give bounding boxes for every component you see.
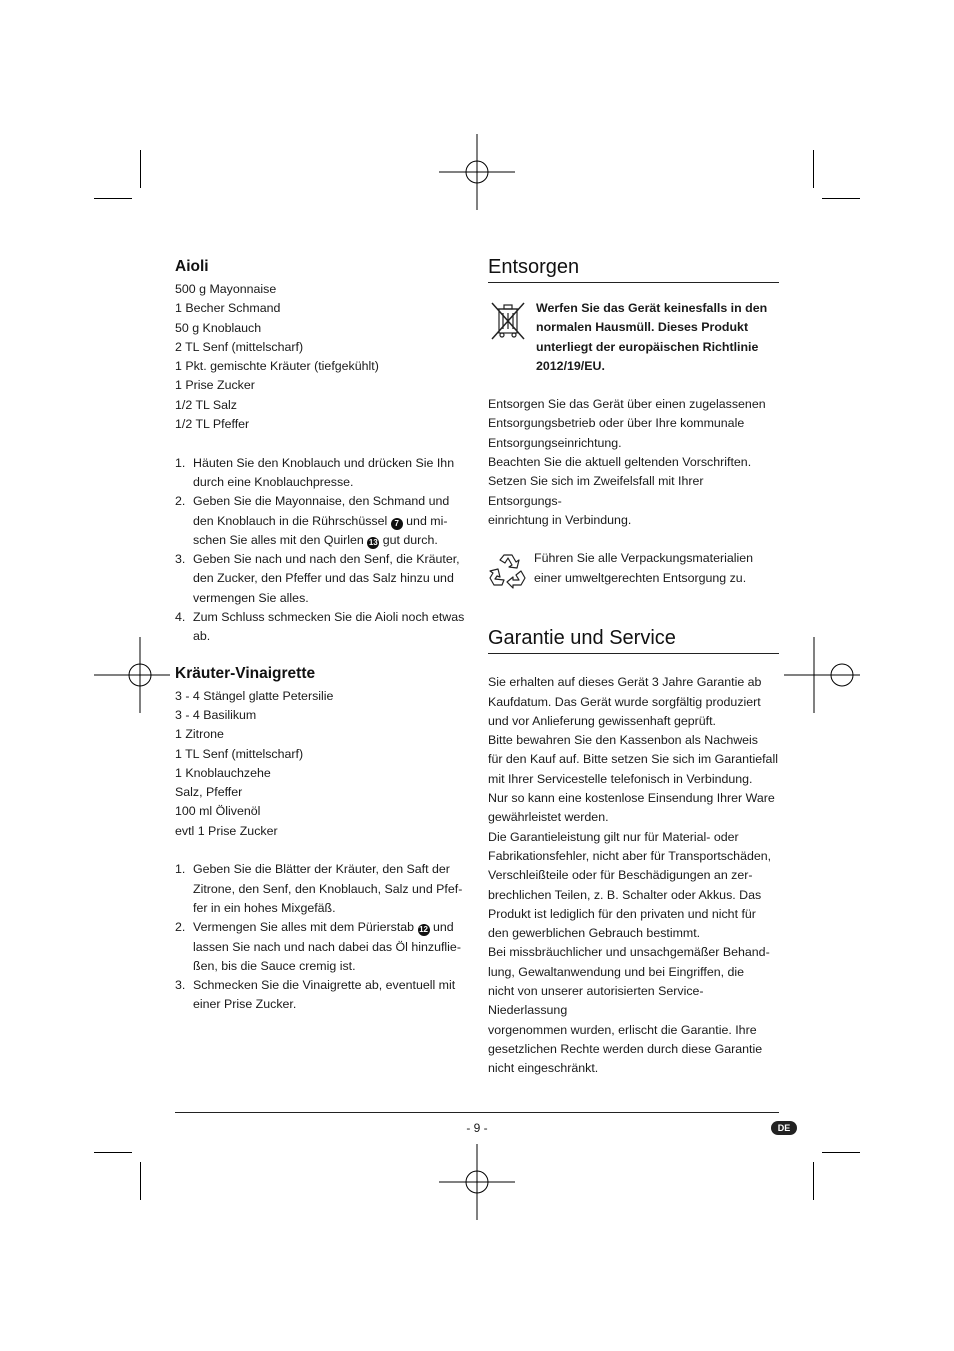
aioli-steps [175,454,470,647]
crop-mark [140,1162,141,1200]
vinaigrette-ingredients [175,687,470,841]
footer-rule [175,1112,779,1113]
recycling-icon [488,549,528,589]
ingredient-item: 3 - 4 Stängel glatte Petersilie [175,688,334,703]
registration-mark-icon [439,134,515,210]
crop-mark [140,150,141,188]
entsorgen-title: Entsorgen [488,254,779,283]
step-item: 3. Geben Sie nach und nach den Senf, die Kräuter, den Zucker, den Pfeffer und das Salz hinzu und vermengen Sie alles. [175,552,460,605]
vinaigrette-steps [175,860,470,1014]
vinaigrette-title: Kräuter-Vinaigrette [175,664,316,682]
part-number-badge: 13 [368,537,378,547]
language-badge: DE [771,1121,797,1135]
crop-mark [822,1152,860,1153]
ingredient-item: 1 TL Senf (mittelscharf) [175,746,304,761]
ingredient-item: Salz, Pfeffer [175,785,243,800]
crop-mark [813,150,814,188]
packaging-notice [488,549,779,594]
page-number: - 9 - [466,1121,488,1135]
ingredient-item: 1 Knoblauchzehe [175,765,271,780]
ingredient-item: 3 - 4 Basilikum [175,707,257,722]
aioli-title: Aioli [175,258,209,275]
crop-mark [94,1152,132,1153]
step-item: 2. Geben Sie die Mayonnaise, den Schmand und den Knoblauch in die Rührschüssel 7 und mi- schen Sie alles mit den Quirlen 13 gut durch. [175,494,450,547]
step-item: 1. Häuten Sie den Knoblauch und drücken Sie Ihn durch eine Knoblauchpresse. [175,455,455,489]
ingredient-item: 1 Zitrone [175,727,224,742]
crop-mark [94,198,132,199]
left-column [175,256,470,1015]
crop-mark [813,1162,814,1200]
ingredient-item: 1 Prise Zucker [175,378,255,393]
disposal-notice-text: Werfen Sie das Gerät keinesfalls in den normalen Hausmüll. Dieses Produkt unterliegt der europäischen Richtlinie 2012/19/EU. [536,301,768,373]
disposal-notice [488,299,779,376]
registration-mark-icon [439,1144,515,1220]
ingredient-item: 1 Pkt. gemischte Kräuter (tiefgekühlt) [175,359,379,374]
packaging-notice-text: Führen Sie alle Verpackungsmaterialien einer umweltgerechten Entsorgung zu. [534,551,754,585]
part-number-badge: 7 [391,518,403,530]
garantie-title: Garantie und Service [488,625,779,654]
ingredient-item: 50 g Knoblauch [175,320,262,335]
step-item: 4. Zum Schluss schmecken Sie die Aioli noch etwas ab. [175,610,465,644]
ingredient-item: 1 Becher Schmand [175,301,281,316]
registration-mark-icon [94,637,170,713]
crop-mark [822,198,860,199]
ingredient-item: 1/2 TL Salz [175,397,237,412]
right-column [488,254,779,1079]
step-item: 3. Schmecken Sie die Vinaigrette ab, eventuell mit einer Prise Zucker. [175,978,456,1012]
entsorgen-paragraph: Entsorgen Sie das Gerät über einen zugelassenen Entsorgungsbetrieb oder über Ihre kommunale Entsorgungseinrichtung. Beachten Sie die aktuell geltenden Vorschriften. Setzen Sie sich im Zweifelsfall mit Ihrer Entsorgungs- einrichtung in Verbindung. [488,397,766,527]
part-number-badge: 12 [419,925,428,935]
aioli-ingredients [175,280,470,434]
garantie-paragraph: Sie erhalten auf dieses Gerät 3 Jahre Garantie ab Kaufdatum. Das Gerät wurde sorgfältig produziert und vor Anlieferung gewissenhaft geprüft. Bitte bewahren Sie den Kassenbon als Nachweis für den Kauf auf. Bitte setzen Sie sich im Garantiefall mit Ihrer Servicestelle telefonisch in Verbindung. Nur so kann eine kostenlose Einsendung Ihrer Ware gewährleistet werden. Die Garantieleistung gilt nur für Material- oder Fabrikationsfehler, nicht aber für Transportschäden, Verschleißteile oder für Beschädigungen an zer- brechlichen Teilen, z. B. Schalter oder Akkus. Das Produkt ist lediglich für den privaten und nicht für den gewerblichen Gebrauch bestimmt. Bei missbräuchlicher und unsachgemäßer Behand- lung, Gewaltanwendung und bei Eingriffen, die nicht von unserer autorisierten Service-Niederlassung vorgenommen wurden, erlischt die Garantie. Ihre gesetzlichen Rechte werden durch diese Garantie nicht eingeschränkt. [488,675,778,1076]
step-item: 1. Geben Sie die Blätter der Kräuter, den Saft der Zitrone, den Senf, den Knoblauch, Salz und Pfef- fer in ein hohes Mixgefäß. [175,862,463,915]
ingredient-item: evtl 1 Prise Zucker [175,823,278,838]
ingredient-item: 100 ml Ölivenöl [175,804,261,819]
ingredient-item: 2 TL Senf (mittelscharf) [175,339,304,354]
crossed-out-wheelie-bin-icon [488,299,528,343]
registration-mark-icon [784,637,860,713]
step-item: 2. Vermengen Sie alles mit dem Pürierstab 12 und lassen Sie nach und nach dabei das Öl hinzuflie- ßen, bis die Sauce cremig ist. [175,920,461,973]
ingredient-item: 1/2 TL Pfeffer [175,417,250,432]
ingredient-item: 500 g Mayonnaise [175,282,277,296]
